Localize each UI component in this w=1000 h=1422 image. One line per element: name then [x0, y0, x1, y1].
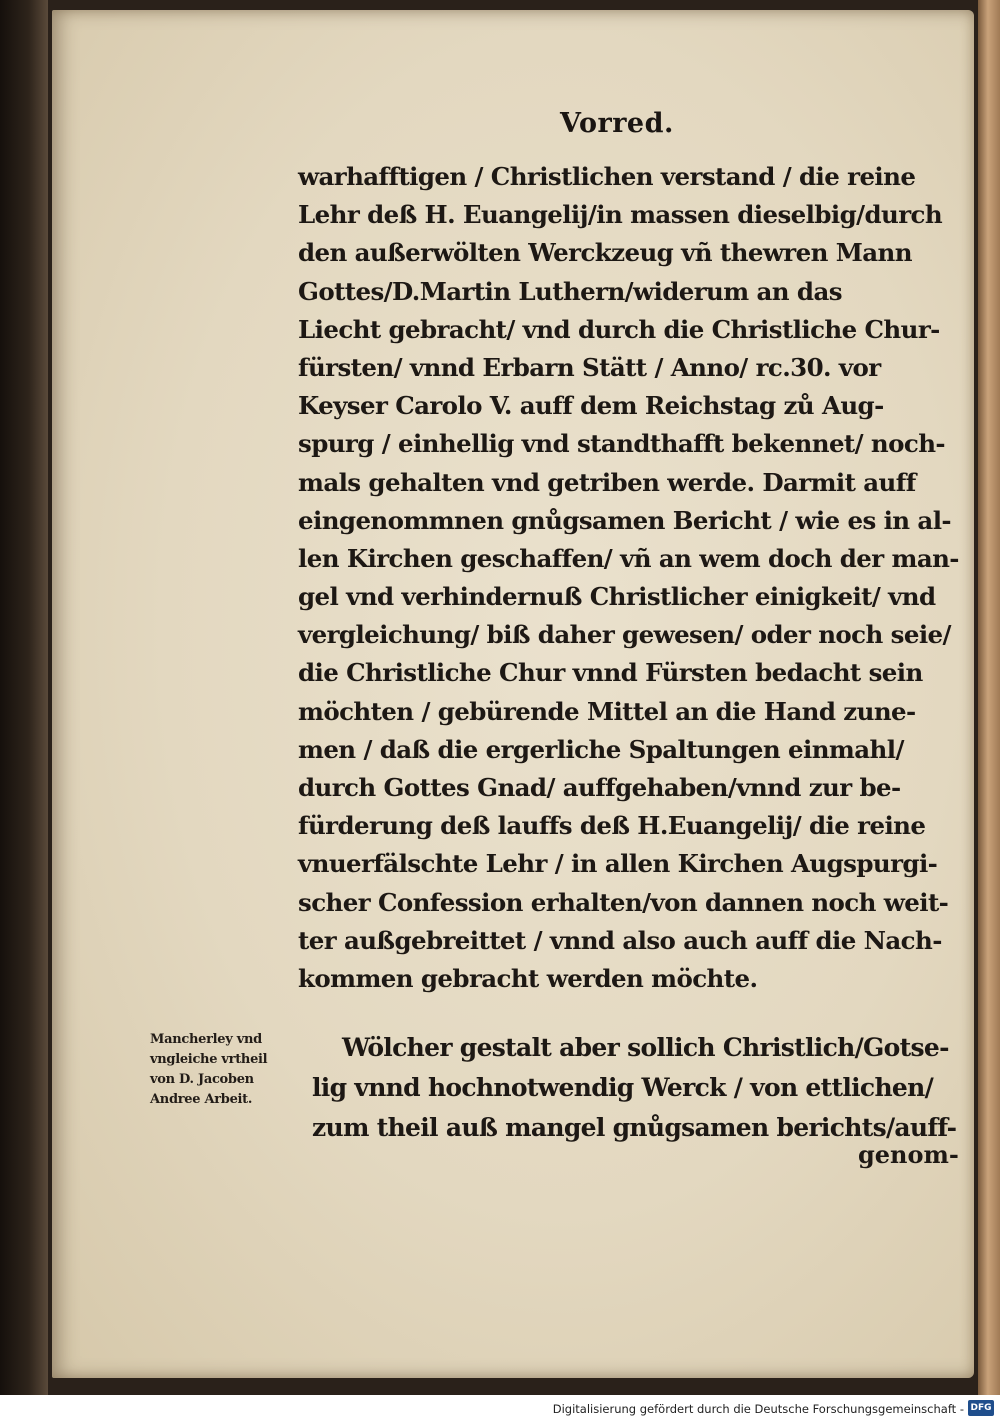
- text-line: möchten / gebürende Mittel an die Hand zune-: [298, 696, 916, 726]
- dfg-logo-icon: DFG: [968, 1400, 994, 1416]
- text-line: Keyser Carolo V. auff dem Reichstag zů Aug-: [298, 391, 884, 421]
- text-line: warhafftigen / Christlichen verstand / die reine: [298, 162, 916, 191]
- text-line: gel vnd verhindernuß Christlicher einigkeit/ vnd: [298, 582, 936, 612]
- marginal-note-line: Andree Arbeit.: [150, 1092, 253, 1107]
- text-line: Wölcher gestalt aber sollich Christlich/Gotse-: [342, 1033, 949, 1062]
- book-cover-edge: [978, 0, 1000, 1395]
- text-line: fürsten/ vnnd Erbarn Stätt / Anno/ rc.30. vor: [298, 352, 881, 382]
- marginal-note-line: von D. Jacoben: [150, 1072, 254, 1087]
- body-paragraph-2: [312, 1028, 962, 1148]
- text-line: scher Confession erhalten/von dannen noch weit-: [298, 887, 949, 917]
- marginal-note-line: vngleiche vrtheil: [150, 1052, 268, 1067]
- text-line: zum theil auß mangel gnůgsamen berichts/auff-: [312, 1113, 957, 1142]
- running-head: Vorred.: [560, 108, 674, 139]
- text-line: vergleichung/ biß daher gewesen/ oder noch seie/: [298, 620, 951, 650]
- text-line: eingenommnen gnůgsamen Bericht / wie es in al-: [298, 505, 951, 535]
- text-line: fürderung deß lauffs deß H.Euangelij/ die reine: [298, 811, 926, 841]
- body-paragraph-1: [298, 158, 958, 998]
- text-line: die Christliche Chur vnnd Fürsten bedacht sein: [298, 658, 923, 688]
- text-line: Lehr deß H. Euangelij/in massen dieselbig/durch: [298, 200, 943, 230]
- text-line: len Kirchen geschaffen/ vñ an wem doch der man-: [298, 543, 959, 573]
- text-line: Liecht gebracht/ vnd durch die Christliche Chur-: [298, 314, 940, 344]
- text-line: vnuerfälschte Lehr / in allen Kirchen Augspurgi-: [298, 849, 938, 879]
- funding-notice: Digitalisierung gefördert durch die Deutsche Forschungsgemeinschaft -: [552, 1402, 964, 1416]
- text-line: men / daß die ergerliche Spaltungen einmahl/: [298, 734, 904, 764]
- text-line: mals gehalten vnd getriben werde. Darmit auff: [298, 467, 916, 497]
- text-line: Gottes/D.Martin Luthern/widerum an das: [298, 276, 842, 306]
- text-line: den außerwölten Werckzeug vñ thewren Mann: [298, 238, 912, 268]
- text-line: spurg / einhellig vnd standthafft bekennet/ noch-: [298, 429, 945, 459]
- text-line: lig vnnd hochnotwendig Werck / von ettlichen/: [312, 1073, 934, 1102]
- marginal-note: [150, 1030, 310, 1110]
- catchword: genom-: [858, 1140, 959, 1169]
- book-binding-edge: [0, 0, 48, 1395]
- text-line: ter außgebreittet / vnnd also auch auff die Nach-: [298, 925, 942, 955]
- text-line: kommen gebracht werden möchte.: [298, 963, 758, 993]
- marginal-note-line: Mancherley vnd: [150, 1032, 262, 1047]
- text-line: durch Gottes Gnad/ auffgehaben/vnnd zur be-: [298, 773, 901, 802]
